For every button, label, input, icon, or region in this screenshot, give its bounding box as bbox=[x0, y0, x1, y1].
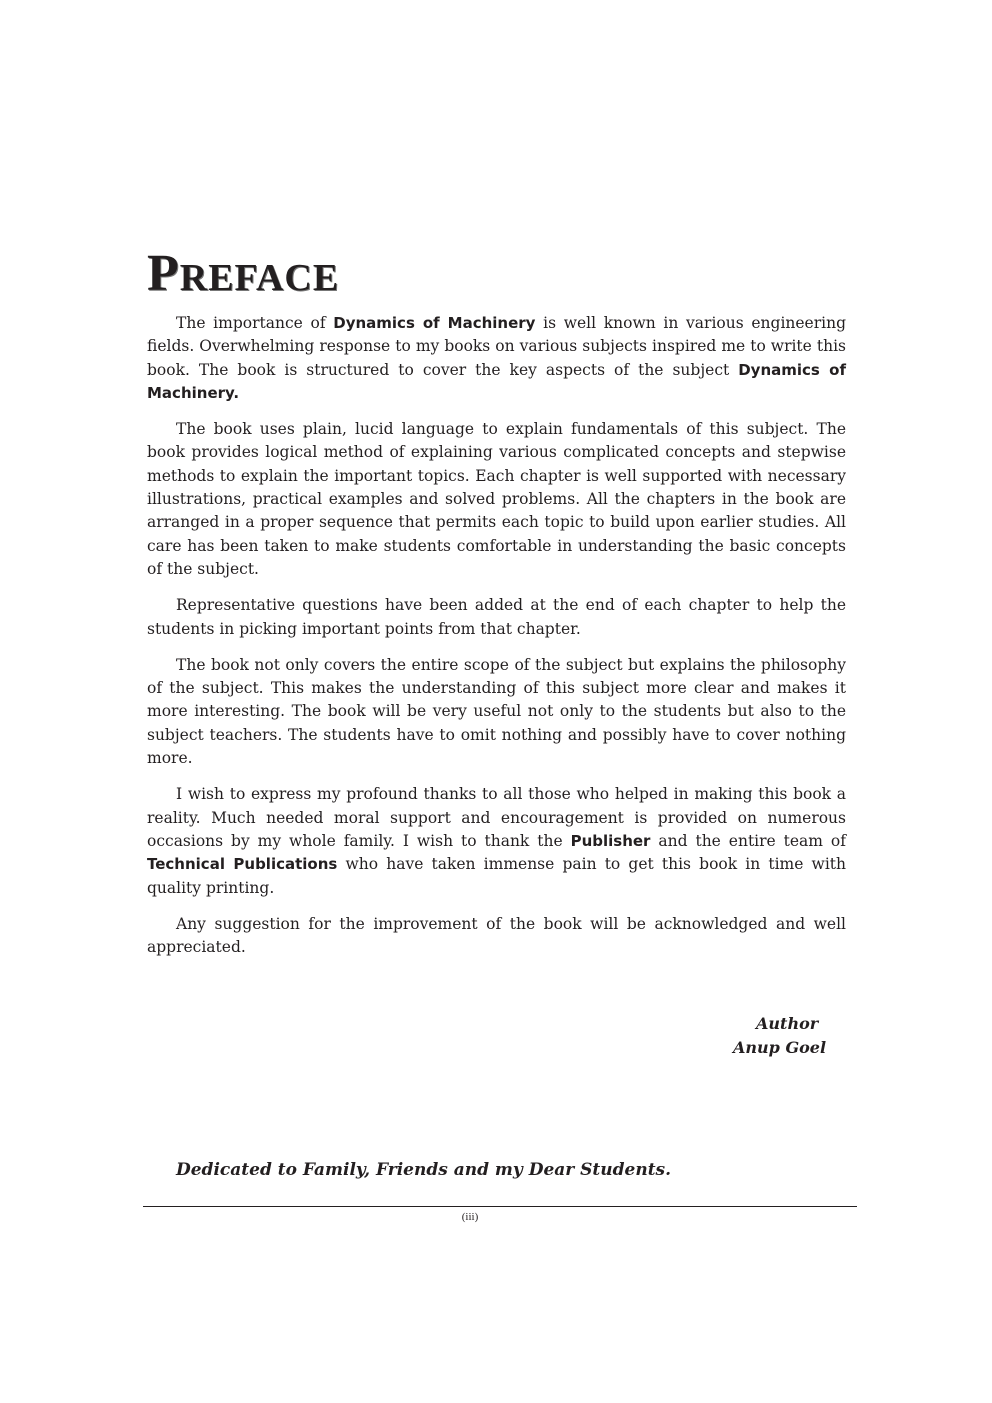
title-rest: REFACE bbox=[179, 257, 340, 299]
signature-role: Author bbox=[756, 1014, 819, 1033]
page-number: (iii) bbox=[461, 1211, 479, 1223]
emphasis-text: Dynamics of Machinery bbox=[333, 314, 536, 332]
title-initial: P bbox=[147, 245, 180, 302]
paragraph-text: who have taken immense pain to get this book in time with quality printing. bbox=[147, 855, 846, 897]
emphasis-text: Publisher bbox=[570, 831, 651, 850]
footer-divider bbox=[143, 1206, 857, 1207]
preface-paragraph bbox=[147, 594, 846, 641]
preface-paragraph bbox=[147, 783, 846, 899]
paragraph-text: Representative questions have been added at the end of each chapter to help the students in picking important points from that chapter. bbox=[147, 596, 846, 638]
paragraph-text: Any suggestion for the improvement of the book will be acknowledged and well appreciated. bbox=[147, 914, 846, 957]
dedication-line: Dedicated to Family, Friends and my Dear Students. bbox=[176, 1160, 672, 1180]
preface-body bbox=[147, 312, 846, 972]
preface-paragraph bbox=[147, 418, 846, 581]
paragraph-text: The book uses plain, lucid language to explain fundamentals of this subject. The book provides logical method of explaining various complicated concepts and stepwise methods to explain the important topics. Each chapter is well supported with necessary illustrations, practical examples and solved problems. All the chapters in the book are arranged in a proper sequence that permits each topic to build upon earlier studies. All care has been taken to make students comfortable in understanding the basic concepts of the subject. bbox=[147, 420, 846, 578]
paragraph-text: I wish to express my profound thanks to all those who helped in making this book a reality. Much needed moral support and encouragement is provided on numerous occasions by my whole family. I wish to thank the bbox=[147, 785, 846, 850]
signature-name: Anup Goel bbox=[733, 1038, 827, 1057]
preface-paragraph bbox=[147, 913, 846, 960]
preface-paragraph bbox=[147, 654, 846, 770]
preface-paragraph bbox=[147, 312, 846, 405]
emphasis-text: Technical Publications bbox=[147, 855, 338, 874]
page-title bbox=[147, 246, 339, 306]
emphasis-text: Dynamics of Machinery. bbox=[147, 360, 846, 402]
paragraph-text: The book not only covers the entire scope of the subject but explains the philosophy of the subject. This makes the understanding of this subject more clear and makes it more interesting. The book will be very useful not only to the students but also to the subject teachers. The students have to omit nothing and possibly have to cover nothing more. bbox=[147, 655, 846, 768]
paragraph-text: is well known in various engineering fields. Overwhelming response to my books on various subjects inspired me to write this book. The book is structured to cover the key aspects of the subject bbox=[147, 314, 846, 379]
paragraph-text: The importance of bbox=[176, 314, 334, 332]
paragraph-text: and the entire team of bbox=[650, 831, 846, 850]
